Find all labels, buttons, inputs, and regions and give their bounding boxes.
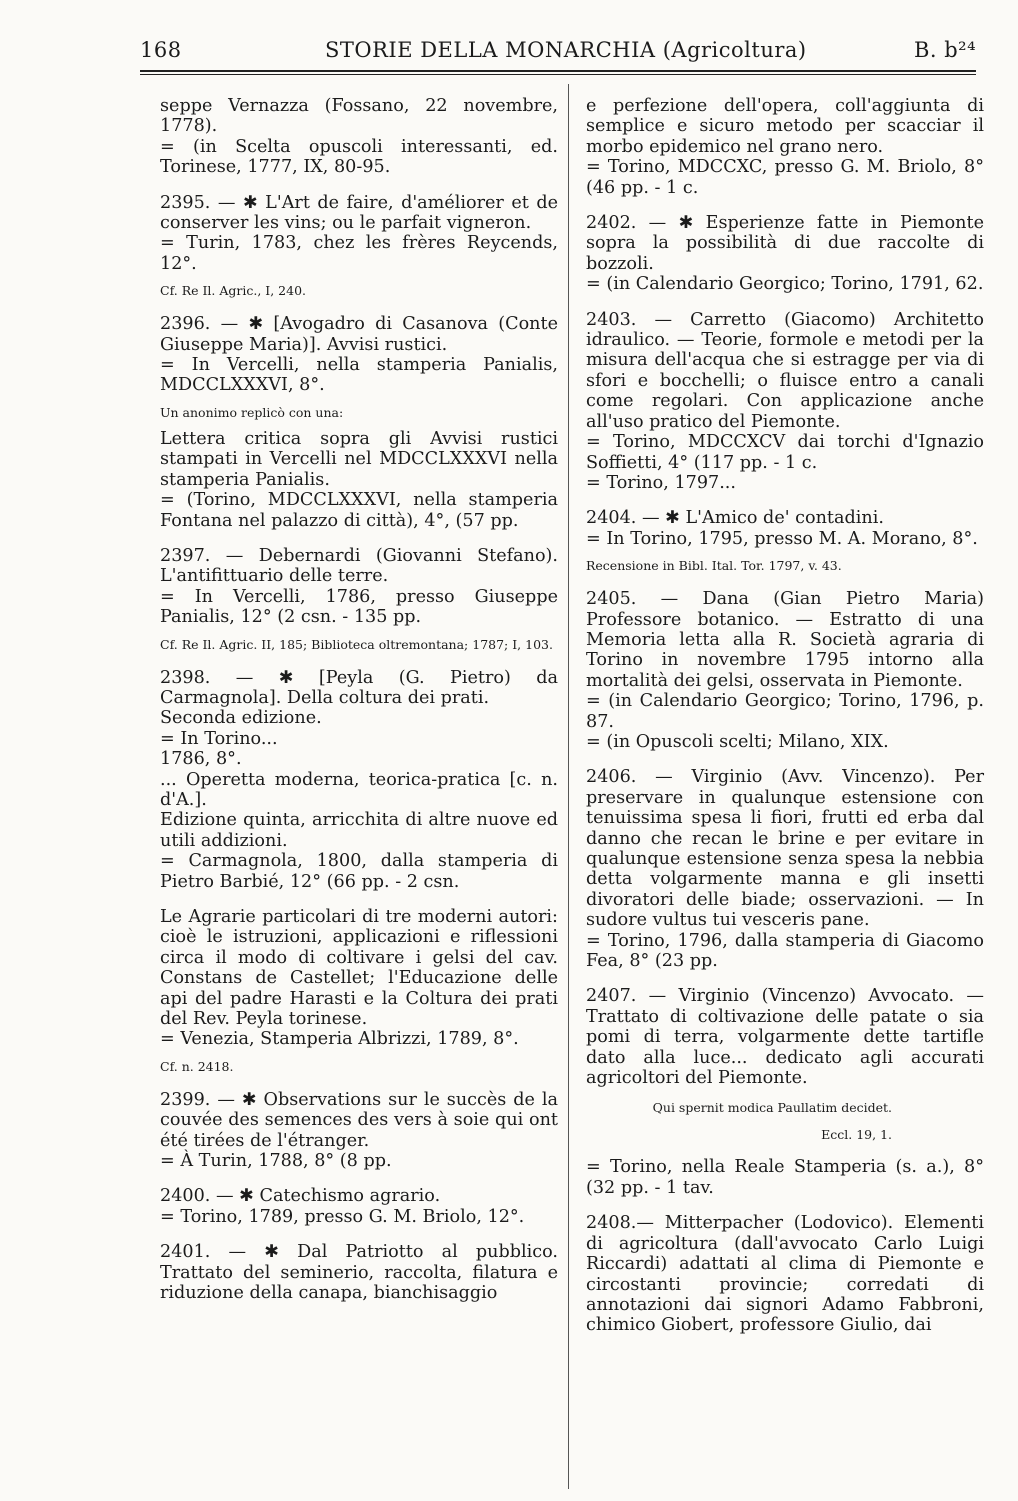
- entry-2408: 2408.— Mitterpacher (Lodovico). Elementi di agricoltura (dall'avvocato Carlo Luigi Riccardi) adattati al clima di Piemonte e circostanti provincie; corredati di annotazioni dai signori Adamo Fabbroni, chimico Giobert, professore Giulio, dai: [586, 1213, 984, 1336]
- epigraph: Qui spernit modica Paullatim decidet.: [652, 1100, 892, 1116]
- entry-text: = (in Opuscoli scelti; Milano, XIX.: [586, 731, 889, 752]
- entry-text: Lettera critica sopra gli Avvisi rustici stampati in Vercelli nel MDCCLXXXVI nella stamperia Panialis.: [160, 428, 558, 490]
- entry-text: Seconda edizione.: [160, 708, 322, 729]
- entry-text: 1786, 8°.: [160, 749, 242, 770]
- entry-2404: 2404. — ✱ L'Amico de' contadini.: [586, 508, 884, 529]
- entry-text: = Torino, nella Reale Stamperia (s. a.), 8° (32 pp. - 1 tav.: [586, 1157, 984, 1198]
- entry-text: = À Turin, 1788, 8° (8 pp.: [160, 1151, 392, 1172]
- entry-text: = In Vercelli, 1786, presso Giuseppe Panialis, 12° (2 csn. - 135 pp.: [160, 586, 558, 628]
- entry-text: = Torino, 1797...: [586, 472, 736, 493]
- entry-text: = Torino, 1789, presso G. M. Briolo, 12°.: [160, 1206, 525, 1227]
- entry-text: Le Agrarie particolari di tre moderni autori: cioè le istruzioni, applicazioni e riflessioni circa il modo di coltivare i gelsi del cav. Constans de Castellet; l'Educazione delle api del padre Harasti e la Coltura dei prati del Rev. Peyla torinese.: [160, 907, 558, 1030]
- header-rule-thin: [140, 74, 976, 75]
- entry-2405: 2405. — Dana (Gian Pietro Maria) Professore botanico. — Estratto di una Memoria letta alla R. Società agraria di Torino in novembre 1795 intorno alla mortalità dei gelsi, osservata in Piemonte.: [586, 589, 984, 691]
- right-column: [586, 96, 984, 1336]
- entry-2398: 2398. — ✱ [Peyla (G. Pietro) da Carmagnola]. Della coltura dei prati.: [160, 667, 558, 708]
- entry-text: = Carmagnola, 1800, dalla stamperia di Pietro Barbié, 12° (66 pp. - 2 csn.: [160, 851, 558, 892]
- page-header: [140, 36, 976, 70]
- entry-text: = Venezia, Stamperia Albrizzi, 1789, 8°.: [160, 1029, 519, 1050]
- entry-2406: 2406. — Virginio (Avv. Vincenzo). Per preservare in qualunque estensione con tenuissima spesa li fiori, frutti ed erba dal danno che recan le brine e per evitare in qualunque estensione senza spesa la nebbia detta volgarmente manna e gli insetti divoratori delle biade; osservazioni. — In sudore vultus tui vesceris pane.: [586, 767, 984, 931]
- entry-text: = Turin, 1783, chez les frères Reycends, 12°.: [160, 233, 558, 274]
- signature-mark: B. b²⁴: [913, 38, 976, 62]
- entry-2401: 2401. — ✱ Dal Patriotto al pubblico. Trattato del seminerio, raccolta, filatura e riduzione della canapa, bianchisaggio: [160, 1242, 558, 1304]
- entry-text: ... Operetta moderna, teorica-pratica [c. n. d'A.].: [160, 769, 558, 810]
- entry-2402: 2402. — ✱ Esperienze fatte in Piemonte sopra la possibilità di due raccolte di bozzoli.: [586, 213, 984, 274]
- entry-text: = (in Scelta opuscoli interessanti, ed. Torinese, 1777, IX, 80-95.: [160, 136, 558, 178]
- entry-text: e perfezione dell'opera, coll'aggiunta di semplice e sicuro metodo per scacciar il morbo epidemico nel grano nero.: [586, 96, 984, 157]
- page-number: 168: [140, 38, 182, 62]
- left-column: [160, 96, 558, 1304]
- entry-2399: 2399. — ✱ Observations sur le succès de la couvée des semences des vers à soie qui ont été tirées de l'étranger.: [160, 1089, 558, 1151]
- entry-2403: 2403. — Carretto (Giacomo) Architetto idraulico. — Teorie, formole e metodi per la misura dell'acqua che si estragge per via di sfori e bocchelli; o fluisce entro a canali come regolari. Con applicazione anche all'uso pratico del Piemonte.: [586, 309, 984, 432]
- entry-text: = Torino, MDCCXC, presso G. M. Briolo, 8° (46 pp. - 1 c.: [586, 157, 984, 198]
- column-divider: [568, 84, 569, 1489]
- entry-text: seppe Vernazza (Fossano, 22 novembre, 1778).: [160, 96, 558, 137]
- reference-note: Cf. Re Il. Agric. II, 185; Biblioteca oltremontana; 1787; I, 103.: [160, 636, 553, 652]
- entry-text: = Torino, MDCCXCV dai torchi d'Ignazio Soffietti, 4° (117 pp. - 1 c.: [586, 432, 984, 473]
- entry-text: = (in Calendario Georgico; Torino, 1796, p. 87.: [586, 691, 984, 732]
- reference-note: Cf. Re Il. Agric., I, 240.: [160, 283, 306, 299]
- reference-note: Cf. n. 2418.: [160, 1058, 234, 1074]
- entry-text: = In Vercelli, nella stamperia Panialis, MDCCLXXXVI, 8°.: [160, 355, 558, 396]
- entry-2397: 2397. — Debernardi (Giovanni Stefano). L'antifittuario delle terre.: [160, 545, 558, 587]
- entry-text: = In Torino...: [160, 728, 278, 749]
- entry-2395: 2395. — ✱ L'Art de faire, d'améliorer et de conserver les vins; ou le parfait vigneron.: [160, 192, 558, 234]
- entry-text: = (in Calendario Georgico; Torino, 1791, 62.: [586, 274, 984, 295]
- header-rule: [140, 70, 976, 72]
- reference-note: Recensione in Bibl. Ital. Tor. 1797, v. 43.: [586, 558, 842, 574]
- running-title: STORIE DELLA MONARCHIA (Agricoltura): [325, 38, 807, 62]
- entry-text: = (Torino, MDCCLXXXVI, nella stamperia Fontana nel palazzo di città), 4°, (57 pp.: [160, 490, 558, 531]
- entry-text: = In Torino, 1795, presso M. A. Morano, 8°.: [586, 528, 978, 549]
- entry-2396: 2396. — ✱ [Avogadro di Casanova (Conte Giuseppe Maria)]. Avvisi rustici.: [160, 314, 558, 355]
- entry-text: = Torino, 1796, dalla stamperia di Giacomo Fea, 8° (23 pp.: [586, 930, 984, 972]
- entry-text: Edizione quinta, arricchita di altre nuove ed utili addizioni.: [160, 810, 558, 851]
- entry-2407: 2407. — Virginio (Vincenzo) Avvocato. — Trattato di coltivazione delle patate o sia pomi di terra, volgarmente dette tartifle dato alla luce... dedicato agli accurati agricoltori del Piemonte.: [586, 986, 984, 1089]
- reference-note: Un anonimo replicò con una:: [160, 404, 344, 420]
- entry-2400: 2400. — ✱ Catechismo agrario.: [160, 1186, 441, 1207]
- epigraph-source: Eccl. 19, 1.: [821, 1127, 892, 1143]
